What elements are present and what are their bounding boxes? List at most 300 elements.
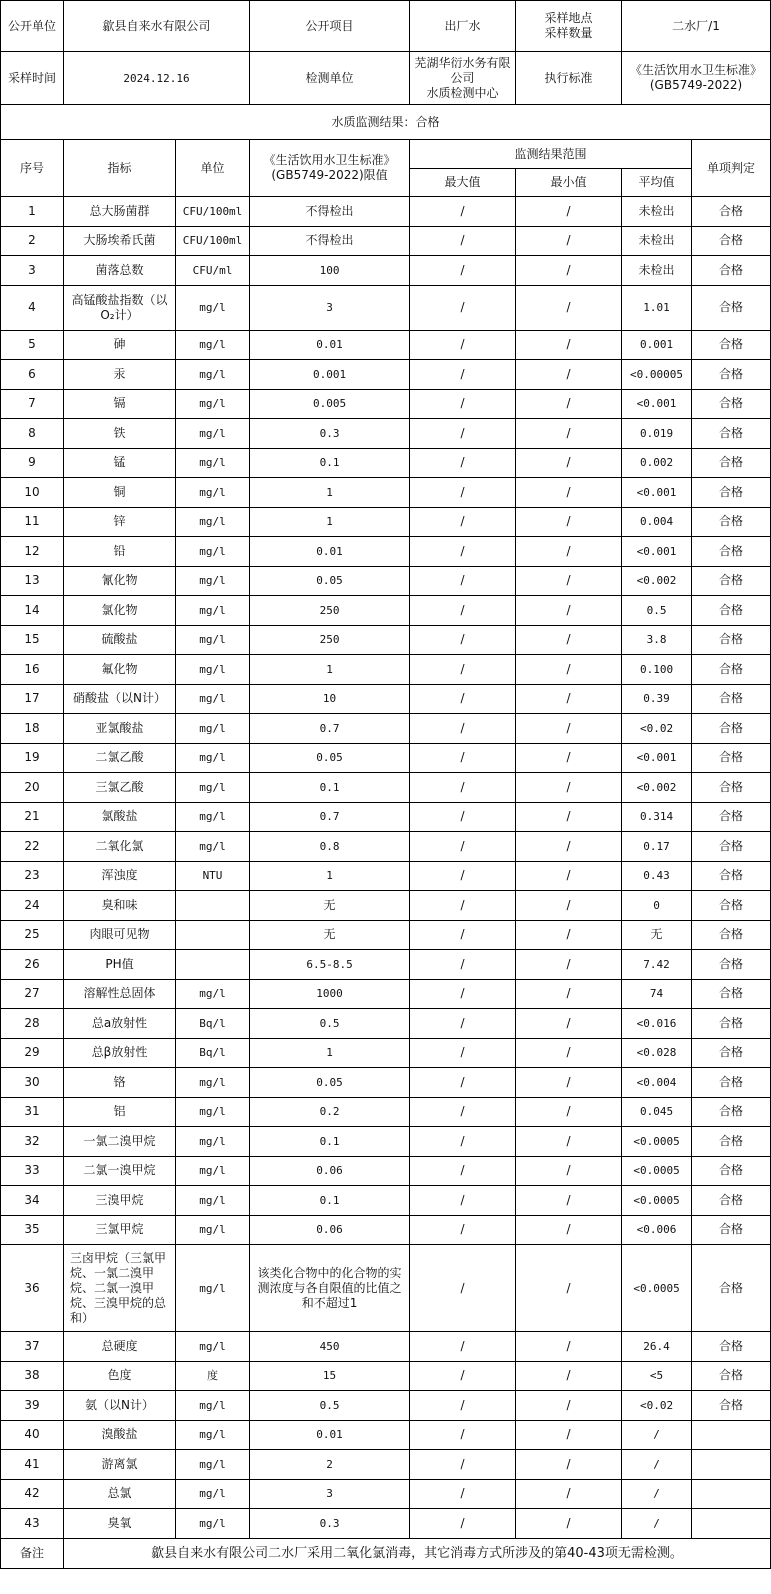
row-max: / (410, 419, 516, 449)
row-no: 41 (1, 1450, 64, 1480)
row-indicator: 菌落总数 (64, 256, 176, 286)
row-verdict: 合格 (692, 285, 771, 330)
row-indicator: 臭氧 (64, 1509, 176, 1539)
lab-value-line-2: 水质检测中心 (426, 85, 499, 100)
table-row (1, 1479, 771, 1509)
row-avg: 0.43 (622, 861, 692, 891)
table-row (1, 625, 771, 655)
row-unit (176, 920, 250, 950)
row-avg: <0.028 (622, 1038, 692, 1068)
col-min: 最小值 (516, 169, 622, 197)
row-no: 43 (1, 1509, 64, 1539)
row-limit: 3 (250, 1479, 410, 1509)
row-no: 19 (1, 743, 64, 773)
row-indicator: 二氯乙酸 (64, 743, 176, 773)
row-avg: <0.00005 (622, 360, 692, 390)
row-unit: Bq/l (176, 1038, 250, 1068)
row-no: 16 (1, 655, 64, 685)
row-unit: CFU/ml (176, 256, 250, 286)
row-verdict: 合格 (692, 330, 771, 360)
row-verdict: 合格 (692, 655, 771, 685)
row-min: / (516, 832, 622, 862)
row-no: 27 (1, 979, 64, 1009)
row-unit: mg/l (176, 1068, 250, 1098)
row-unit: mg/l (176, 1509, 250, 1539)
row-unit: mg/l (176, 625, 250, 655)
row-no: 29 (1, 1038, 64, 1068)
row-verdict: 合格 (692, 625, 771, 655)
table-row (1, 419, 771, 449)
row-verdict: 合格 (692, 920, 771, 950)
row-unit: mg/l (176, 537, 250, 567)
row-indicator: 氯化物 (64, 596, 176, 626)
row-unit: mg/l (176, 330, 250, 360)
table-row (1, 802, 771, 832)
row-avg: 0.314 (622, 802, 692, 832)
col-no: 序号 (1, 140, 64, 197)
row-indicator: 铁 (64, 419, 176, 449)
table-row (1, 950, 771, 980)
row-unit: mg/l (176, 478, 250, 508)
row-no: 32 (1, 1127, 64, 1157)
row-min: / (516, 1450, 622, 1480)
row-unit: mg/l (176, 832, 250, 862)
row-min: / (516, 743, 622, 773)
row-avg: 7.42 (622, 950, 692, 980)
row-no: 40 (1, 1420, 64, 1450)
row-max: / (410, 891, 516, 921)
row-no: 15 (1, 625, 64, 655)
row-verdict: 合格 (692, 743, 771, 773)
row-avg: <0.0005 (622, 1245, 692, 1332)
row-verdict (692, 1509, 771, 1539)
row-verdict: 合格 (692, 1332, 771, 1362)
row-max: / (410, 256, 516, 286)
row-max: / (410, 1332, 516, 1362)
row-min: / (516, 1068, 622, 1098)
row-unit: mg/l (176, 655, 250, 685)
row-max: / (410, 226, 516, 256)
remark-value: 歙县自来水有限公司二水厂采用二氧化氯消毒，其它消毒方式所涉及的第40-43项无需检测。 (64, 1538, 771, 1568)
row-verdict: 合格 (692, 1186, 771, 1216)
row-max: / (410, 684, 516, 714)
row-min: / (516, 1127, 622, 1157)
row-limit: 0.05 (250, 743, 410, 773)
row-no: 7 (1, 389, 64, 419)
row-verdict: 合格 (692, 256, 771, 286)
row-indicator: 溴酸盐 (64, 1420, 176, 1450)
row-avg: / (622, 1420, 692, 1450)
row-indicator: 氰化物 (64, 566, 176, 596)
row-indicator: 总氯 (64, 1479, 176, 1509)
row-limit: 不得检出 (250, 197, 410, 227)
time-value: 2024.12.16 (64, 52, 250, 105)
table-row (1, 566, 771, 596)
row-limit: 250 (250, 625, 410, 655)
row-max: / (410, 507, 516, 537)
row-verdict: 合格 (692, 802, 771, 832)
row-unit: mg/l (176, 1420, 250, 1450)
table-row (1, 1068, 771, 1098)
row-unit: mg/l (176, 773, 250, 803)
row-indicator: 二氯一溴甲烷 (64, 1156, 176, 1186)
row-indicator: 总硬度 (64, 1332, 176, 1362)
header-row-1 (1, 1, 771, 52)
row-no: 28 (1, 1009, 64, 1039)
row-min: / (516, 537, 622, 567)
row-unit: mg/l (176, 507, 250, 537)
row-limit: 0.7 (250, 714, 410, 744)
row-limit: 0.5 (250, 1009, 410, 1039)
table-row (1, 1332, 771, 1362)
row-max: / (410, 1156, 516, 1186)
row-no: 26 (1, 950, 64, 980)
row-min: / (516, 861, 622, 891)
row-min: / (516, 360, 622, 390)
row-verdict: 合格 (692, 950, 771, 980)
row-indicator: 高锰酸盐指数（以O₂计） (64, 285, 176, 330)
row-limit: 无 (250, 920, 410, 950)
row-verdict (692, 1420, 771, 1450)
row-no: 38 (1, 1361, 64, 1391)
row-max: / (410, 655, 516, 685)
lab-value-line-1: 芜湖华衍水务有限公司 (414, 55, 511, 85)
row-min: / (516, 1420, 622, 1450)
row-limit: 0.1 (250, 773, 410, 803)
row-indicator: 肉眼可见物 (64, 920, 176, 950)
row-unit: mg/l (176, 1450, 250, 1480)
table-row (1, 285, 771, 330)
table-row (1, 743, 771, 773)
row-min: / (516, 1391, 622, 1421)
standard-value-line-1: 《生活饮用水卫生标准》 (630, 63, 763, 77)
row-unit: mg/l (176, 1479, 250, 1509)
row-indicator: 汞 (64, 360, 176, 390)
row-verdict: 合格 (692, 1215, 771, 1245)
row-min: / (516, 596, 622, 626)
row-verdict: 合格 (692, 1068, 771, 1098)
row-no: 10 (1, 478, 64, 508)
row-max: / (410, 979, 516, 1009)
row-max: / (410, 1245, 516, 1332)
row-verdict: 合格 (692, 1391, 771, 1421)
row-indicator: 砷 (64, 330, 176, 360)
row-indicator: 一氯二溴甲烷 (64, 1127, 176, 1157)
row-limit: 450 (250, 1332, 410, 1362)
row-verdict: 合格 (692, 419, 771, 449)
table-row (1, 1361, 771, 1391)
row-min: / (516, 330, 622, 360)
row-unit: Bq/l (176, 1009, 250, 1039)
row-min: / (516, 419, 622, 449)
row-avg: 0.39 (622, 684, 692, 714)
row-max: / (410, 566, 516, 596)
row-verdict: 合格 (692, 891, 771, 921)
row-verdict: 合格 (692, 1097, 771, 1127)
row-avg: 未检出 (622, 256, 692, 286)
row-no: 36 (1, 1245, 64, 1332)
row-no: 11 (1, 507, 64, 537)
row-unit: mg/l (176, 596, 250, 626)
table-row (1, 1156, 771, 1186)
standard-label: 执行标准 (516, 52, 622, 105)
row-verdict: 合格 (692, 1156, 771, 1186)
row-unit: 度 (176, 1361, 250, 1391)
row-limit: 0.1 (250, 1127, 410, 1157)
row-limit: 0.1 (250, 1186, 410, 1216)
row-no: 39 (1, 1391, 64, 1421)
table-row (1, 920, 771, 950)
row-indicator: 总a放射性 (64, 1009, 176, 1039)
row-avg: <0.006 (622, 1215, 692, 1245)
row-max: / (410, 1215, 516, 1245)
row-no: 24 (1, 891, 64, 921)
row-min: / (516, 1186, 622, 1216)
row-unit: mg/l (176, 1186, 250, 1216)
row-avg: 0.019 (622, 419, 692, 449)
row-unit: NTU (176, 861, 250, 891)
row-verdict: 合格 (692, 226, 771, 256)
row-max: / (410, 861, 516, 891)
row-indicator: 硝酸盐（以N计） (64, 684, 176, 714)
row-unit: mg/l (176, 1245, 250, 1332)
row-no: 25 (1, 920, 64, 950)
row-no: 22 (1, 832, 64, 862)
result-summary-row (1, 105, 771, 140)
row-verdict (692, 1479, 771, 1509)
row-avg: 未检出 (622, 226, 692, 256)
row-indicator: 氨（以N计） (64, 1391, 176, 1421)
row-indicator: 三溴甲烷 (64, 1186, 176, 1216)
table-row (1, 714, 771, 744)
row-verdict: 合格 (692, 714, 771, 744)
table-row (1, 684, 771, 714)
row-max: / (410, 448, 516, 478)
row-unit: mg/l (176, 419, 250, 449)
row-min: / (516, 256, 622, 286)
row-indicator: 大肠埃希氏菌 (64, 226, 176, 256)
row-verdict: 合格 (692, 566, 771, 596)
row-limit: 1000 (250, 979, 410, 1009)
row-limit: 3 (250, 285, 410, 330)
row-indicator: 三卤甲烷（三氯甲烷、一氯二溴甲烷、二氯一溴甲烷、三溴甲烷的总和） (64, 1245, 176, 1332)
table-row (1, 1245, 771, 1332)
row-no: 14 (1, 596, 64, 626)
table-row (1, 1097, 771, 1127)
row-verdict: 合格 (692, 684, 771, 714)
location-label (516, 1, 622, 52)
row-avg: <0.004 (622, 1068, 692, 1098)
row-verdict: 合格 (692, 979, 771, 1009)
table-row (1, 1009, 771, 1039)
row-avg: <0.016 (622, 1009, 692, 1039)
row-min: / (516, 684, 622, 714)
row-avg: <0.001 (622, 389, 692, 419)
table-row (1, 478, 771, 508)
row-min: / (516, 566, 622, 596)
row-no: 12 (1, 537, 64, 567)
row-min: / (516, 773, 622, 803)
row-indicator: 氟化物 (64, 655, 176, 685)
row-indicator: 铬 (64, 1068, 176, 1098)
table-row (1, 1450, 771, 1480)
row-limit: 0.7 (250, 802, 410, 832)
time-label: 采样时间 (1, 52, 64, 105)
row-max: / (410, 1068, 516, 1098)
row-limit: 0.01 (250, 1420, 410, 1450)
column-header-row-1 (1, 140, 771, 169)
row-indicator: 溶解性总固体 (64, 979, 176, 1009)
standard-value-line-2: (GB5749-2022) (649, 78, 743, 92)
publisher-value: 歙县自来水有限公司 (64, 1, 250, 52)
row-no: 1 (1, 197, 64, 227)
row-min: / (516, 1361, 622, 1391)
row-max: / (410, 743, 516, 773)
row-indicator: 三氯甲烷 (64, 1215, 176, 1245)
row-unit: mg/l (176, 1332, 250, 1362)
table-row (1, 1127, 771, 1157)
location-value: 二水厂/1 (622, 1, 771, 52)
row-verdict: 合格 (692, 448, 771, 478)
row-verdict: 合格 (692, 1127, 771, 1157)
row-indicator: 总大肠菌群 (64, 197, 176, 227)
row-avg: 74 (622, 979, 692, 1009)
location-label-line-2: 采样数量 (544, 26, 593, 40)
col-verdict: 单项判定 (692, 140, 771, 197)
row-max: / (410, 1509, 516, 1539)
row-verdict: 合格 (692, 507, 771, 537)
row-verdict: 合格 (692, 1038, 771, 1068)
row-verdict (692, 1450, 771, 1480)
row-avg: / (622, 1450, 692, 1480)
row-limit: 0.3 (250, 1509, 410, 1539)
row-unit: mg/l (176, 360, 250, 390)
row-no: 23 (1, 861, 64, 891)
row-max: / (410, 950, 516, 980)
col-limit-line-2: (GB5749-2022)限值 (271, 168, 388, 182)
table-row (1, 596, 771, 626)
row-verdict: 合格 (692, 478, 771, 508)
row-max: / (410, 1420, 516, 1450)
row-unit: mg/l (176, 979, 250, 1009)
table-row (1, 537, 771, 567)
row-min: / (516, 714, 622, 744)
row-max: / (410, 1097, 516, 1127)
row-min: / (516, 1009, 622, 1039)
row-min: / (516, 920, 622, 950)
table-row (1, 655, 771, 685)
row-limit: 0.01 (250, 537, 410, 567)
row-limit: 0.05 (250, 566, 410, 596)
row-avg: 0.001 (622, 330, 692, 360)
remark-label: 备注 (1, 1538, 64, 1568)
row-verdict: 合格 (692, 537, 771, 567)
row-max: / (410, 1127, 516, 1157)
row-indicator: 氯酸盐 (64, 802, 176, 832)
col-avg: 平均值 (622, 169, 692, 197)
row-min: / (516, 1509, 622, 1539)
row-indicator: PH值 (64, 950, 176, 980)
table-row (1, 360, 771, 390)
row-unit: mg/l (176, 285, 250, 330)
row-indicator: 浑浊度 (64, 861, 176, 891)
row-verdict: 合格 (692, 1361, 771, 1391)
row-max: / (410, 1391, 516, 1421)
row-limit: 0.06 (250, 1156, 410, 1186)
row-min: / (516, 226, 622, 256)
row-avg: 0.17 (622, 832, 692, 862)
table-row (1, 256, 771, 286)
row-verdict: 合格 (692, 832, 771, 862)
row-max: / (410, 197, 516, 227)
row-no: 37 (1, 1332, 64, 1362)
row-avg: 未检出 (622, 197, 692, 227)
row-max: / (410, 285, 516, 330)
row-limit: 0.001 (250, 360, 410, 390)
row-no: 35 (1, 1215, 64, 1245)
table-row (1, 448, 771, 478)
col-max: 最大值 (410, 169, 516, 197)
row-max: / (410, 714, 516, 744)
row-unit: CFU/100ml (176, 226, 250, 256)
row-unit: mg/l (176, 1215, 250, 1245)
row-max: / (410, 1479, 516, 1509)
row-avg: 26.4 (622, 1332, 692, 1362)
row-max: / (410, 1009, 516, 1039)
row-avg: 0.045 (622, 1097, 692, 1127)
row-unit: mg/l (176, 448, 250, 478)
row-max: / (410, 802, 516, 832)
row-max: / (410, 330, 516, 360)
row-indicator: 二氧化氯 (64, 832, 176, 862)
col-limit-line-1: 《生活饮用水卫生标准》 (263, 153, 396, 167)
row-min: / (516, 389, 622, 419)
row-avg: <0.001 (622, 537, 692, 567)
row-min: / (516, 802, 622, 832)
result-summary: 水质监测结果：合格 (1, 105, 771, 140)
row-indicator: 铅 (64, 537, 176, 567)
row-limit: 0.5 (250, 1391, 410, 1421)
row-limit: 1 (250, 478, 410, 508)
row-min: / (516, 950, 622, 980)
table-row (1, 1186, 771, 1216)
col-unit: 单位 (176, 140, 250, 197)
item-label: 公开项目 (250, 1, 410, 52)
row-avg: <0.02 (622, 714, 692, 744)
row-avg: / (622, 1509, 692, 1539)
table-row (1, 891, 771, 921)
row-no: 9 (1, 448, 64, 478)
row-unit: mg/l (176, 1097, 250, 1127)
table-row (1, 1215, 771, 1245)
row-limit: 1 (250, 861, 410, 891)
row-no: 31 (1, 1097, 64, 1127)
row-avg: <0.001 (622, 478, 692, 508)
row-limit: 250 (250, 596, 410, 626)
row-unit: CFU/100ml (176, 197, 250, 227)
table-row (1, 197, 771, 227)
row-avg: 无 (622, 920, 692, 950)
row-max: / (410, 537, 516, 567)
row-max: / (410, 1186, 516, 1216)
row-verdict: 合格 (692, 1009, 771, 1039)
row-limit: 2 (250, 1450, 410, 1480)
row-min: / (516, 1097, 622, 1127)
row-indicator: 亚氯酸盐 (64, 714, 176, 744)
publisher-label: 公开单位 (1, 1, 64, 52)
row-max: / (410, 773, 516, 803)
row-indicator: 锌 (64, 507, 176, 537)
